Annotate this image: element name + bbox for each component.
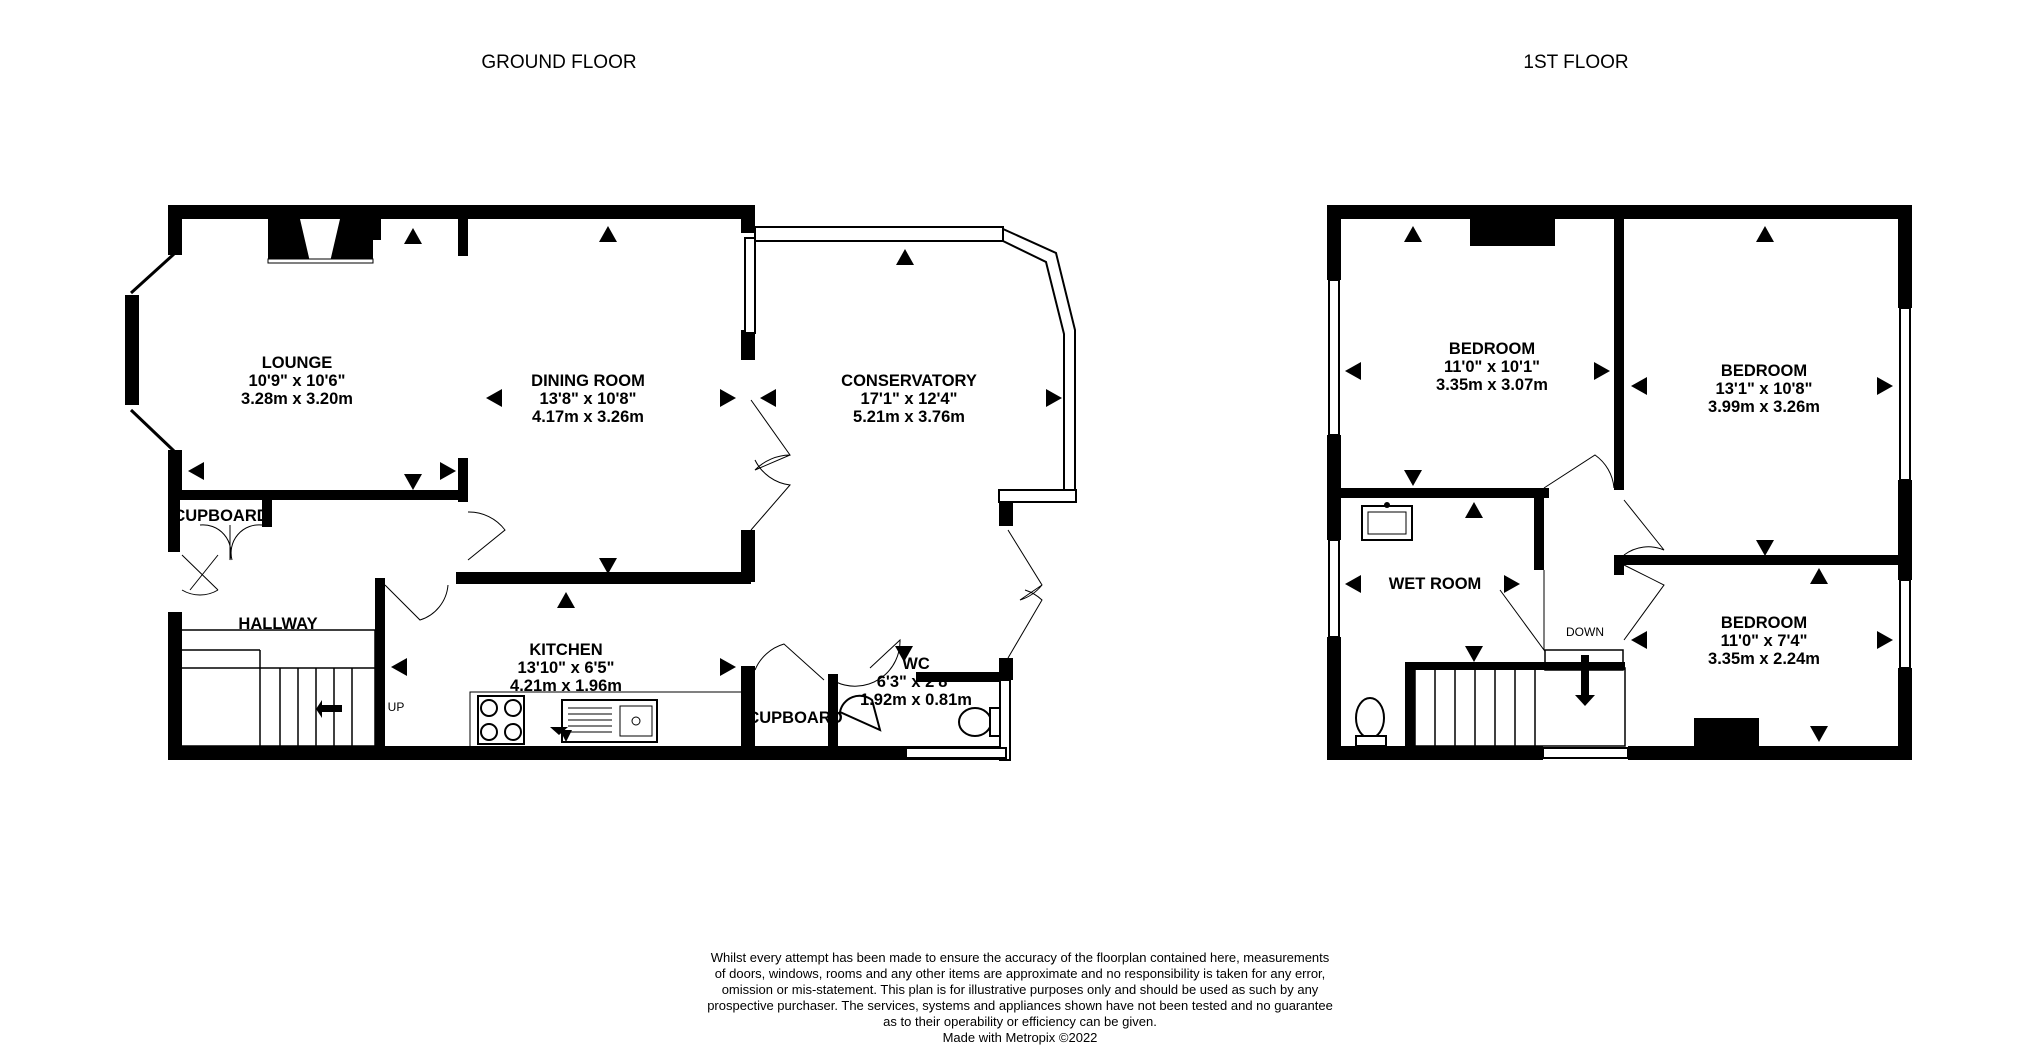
wall: [375, 578, 385, 750]
disclaimer: [665, 950, 1375, 1046]
first-floor-plan: [1327, 205, 1912, 760]
wall: [1614, 565, 1624, 575]
wall: [458, 458, 468, 502]
room-label-cupboard-kitchen: CUPBOARD: [747, 709, 843, 727]
wall: [1327, 435, 1341, 540]
room-label-wc: WC 6'3" x 2'8" 1.92m x 0.81m: [860, 655, 972, 709]
room-label-cupboard-hall: CUPBOARD: [173, 507, 269, 525]
wall: [1898, 668, 1912, 760]
room-label-bedroom-1: BEDROOM 11'0" x 10'1" 3.35m x 3.07m: [1436, 340, 1548, 394]
wall: [1534, 488, 1544, 570]
disclaimer-line: as to their operability or efficiency can be given.: [883, 1014, 1157, 1029]
disclaimer-line: prospective purchaser. The services, systems and appliances shown have not been tested and no guarantee: [707, 998, 1333, 1013]
room-label-lounge: LOUNGE 10'9" x 10'6" 3.28m x 3.20m: [241, 354, 353, 408]
stairs-up-label: UP: [387, 700, 405, 714]
disclaimer-line: omission or mis-statement. This plan is for illustrative purposes only and should be used as such by any: [721, 982, 1319, 997]
wall: [1327, 205, 1341, 280]
disclaimer-line: of doors, windows, rooms and any other items are approximate and no responsibility is taken for any error,: [714, 966, 1326, 981]
wall: [168, 746, 908, 760]
room-label-dining-room: DINING ROOM 13'8" x 10'8" 4.17m x 3.26m: [531, 372, 645, 426]
ground-floor-title: GROUND FLOOR: [481, 52, 637, 73]
wall: [125, 295, 139, 405]
wall: [741, 330, 755, 360]
wall: [1327, 746, 1543, 760]
wall: [1628, 746, 1912, 760]
wall: [741, 205, 755, 233]
wall: [999, 658, 1013, 680]
wall: [1337, 488, 1549, 498]
wall: [168, 205, 755, 219]
room-label-conservatory: CONSERVATORY 17'1" x 12'4" 5.21m x 3.76m: [841, 372, 977, 426]
wall: [1614, 218, 1624, 490]
wall: [168, 490, 468, 500]
wall: [1614, 555, 1912, 565]
wall: [373, 218, 381, 240]
stairs-ground: [180, 630, 375, 746]
wall: [458, 218, 468, 256]
chimney-breast: [1470, 219, 1555, 246]
wall: [1405, 662, 1415, 748]
credit-line: Made with Metropix ©2022: [942, 1030, 1098, 1045]
room-label-wet-room: WET ROOM: [1388, 575, 1482, 593]
room-label-kitchen: KITCHEN 13'10" x 6'5" 4.21m x 1.96m: [510, 641, 622, 695]
first-floor-title: 1ST FLOOR: [1523, 52, 1629, 73]
room-label-hallway: HALLWAY: [238, 615, 318, 633]
room-label-bedroom-3: BEDROOM 11'0" x 7'4" 3.35m x 2.24m: [1708, 614, 1820, 668]
wall: [168, 205, 182, 255]
disclaimer-line: Whilst every attempt has been made to ensure the accuracy of the floorplan contained here, measurements: [710, 950, 1330, 965]
wall: [456, 572, 751, 584]
chimney-breast: [1694, 718, 1759, 746]
room-label-bedroom-2: BEDROOM 13'1" x 10'8" 3.99m x 3.26m: [1708, 362, 1820, 416]
wall: [1327, 637, 1341, 760]
stairs-down-label: DOWN: [1566, 625, 1604, 639]
wall: [1327, 205, 1912, 219]
wall: [1898, 205, 1912, 308]
